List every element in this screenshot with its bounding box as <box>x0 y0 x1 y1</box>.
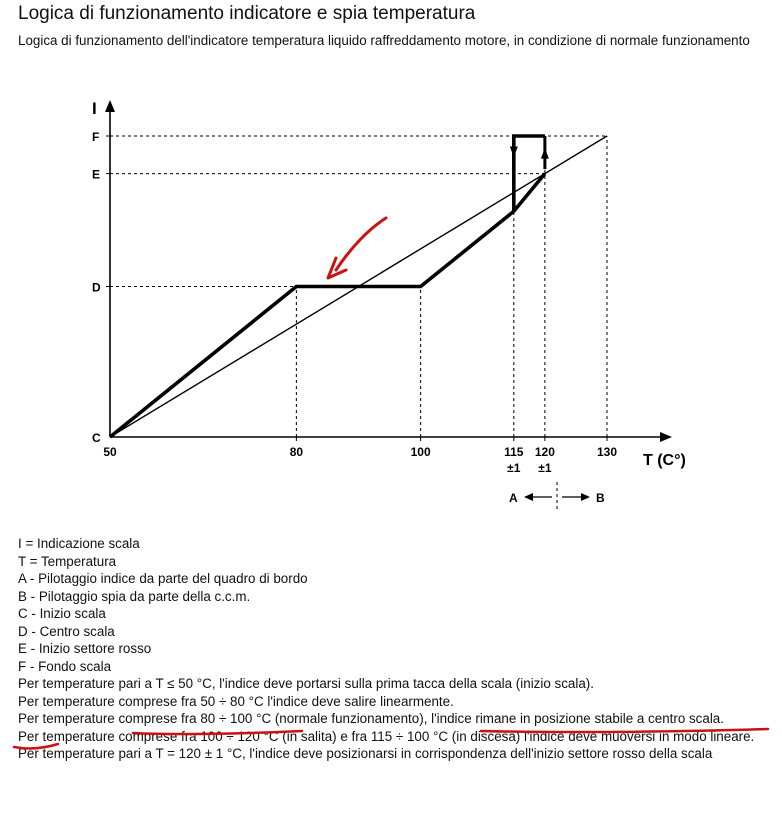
x-tick-label: 120 <box>534 445 555 459</box>
direction-indicator <box>509 482 605 512</box>
y-tick-label: E <box>92 167 101 182</box>
legend-item: A - Pilotaggio indice da parte del quadro di bordo <box>18 571 308 586</box>
y-tick-label: D <box>92 280 101 295</box>
legend-and-notes <box>18 535 776 763</box>
temperature-chart <box>0 88 782 518</box>
legend-item: D - Centro scala <box>18 623 115 639</box>
page-title: Logica di funzionamento indicatore e spia temperatura <box>18 3 476 24</box>
legend-item: T = Temperatura <box>18 553 117 569</box>
direction-label-a: A <box>509 491 518 505</box>
legend-item: I = Indicazione scala <box>18 536 140 551</box>
legend-item: E - Inizio settore rosso <box>18 641 152 656</box>
x-tick-label: 50 <box>103 445 117 459</box>
red-arrow-shaft <box>336 218 386 270</box>
hysteresis-down-arrowhead <box>510 147 518 158</box>
hysteresis-up-arrowhead <box>541 148 549 159</box>
y-tick-label: F <box>92 130 100 144</box>
legend-item: F - Fondo scala <box>18 658 112 674</box>
page-subtitle: Logica di funzionamento dell'indicatore temperatura liquido raffreddamento motore, in condizione di normale funzionamento <box>18 33 750 48</box>
x-tick-label: 115 <box>504 445 524 459</box>
x-tick-label: 130 <box>596 445 618 459</box>
y-axis-arrow <box>105 100 115 112</box>
note-item: Per temperature comprese fra 80 ÷ 100 °C (normale funzionamento), l'indice rimane in posizione stabile a centro scala. <box>18 711 724 726</box>
y-tick-label: C <box>92 431 101 445</box>
x-tick-label: 80 <box>289 445 304 459</box>
note-item: Per temperature pari a T ≤ 50 °C, l'indice deve portarsi sulla prima tacca della scala (inizio scala). <box>18 676 594 691</box>
note-item: Per temperature comprese fra 50 ÷ 80 °C l'indice deve salire linearmente. <box>18 693 454 709</box>
axes <box>92 99 686 469</box>
x-axis-label: T (C°) <box>643 452 686 469</box>
x-tick-sublabel: ±1 <box>507 461 521 475</box>
legend-item: B - Pilotaggio spia da parte della c.c.m. <box>18 588 251 604</box>
direction-arrowhead-right <box>581 493 590 501</box>
x-tick-sublabel: ±1 <box>538 461 552 475</box>
x-tick-label: 100 <box>410 445 431 459</box>
note-item: Per temperature comprese fra 100 ÷ 120 °C (in salita) e fra 115 ÷ 100 °C (in discesa) l'indice deve muoversi in modo lineare. <box>18 728 755 744</box>
direction-label-b: B <box>596 491 605 505</box>
x-axis-arrow <box>660 432 672 442</box>
y-axis-label: I <box>92 99 97 118</box>
red-annotation-arrow <box>328 218 386 278</box>
direction-arrowhead-left <box>524 493 533 501</box>
legend-item: C - Inizio scala <box>18 606 106 621</box>
note-item: Per temperature pari a T = 120 ± 1 °C, l'indice deve posizionarsi in corrispondenza dell'inizio settore rosso della scala <box>18 746 713 761</box>
